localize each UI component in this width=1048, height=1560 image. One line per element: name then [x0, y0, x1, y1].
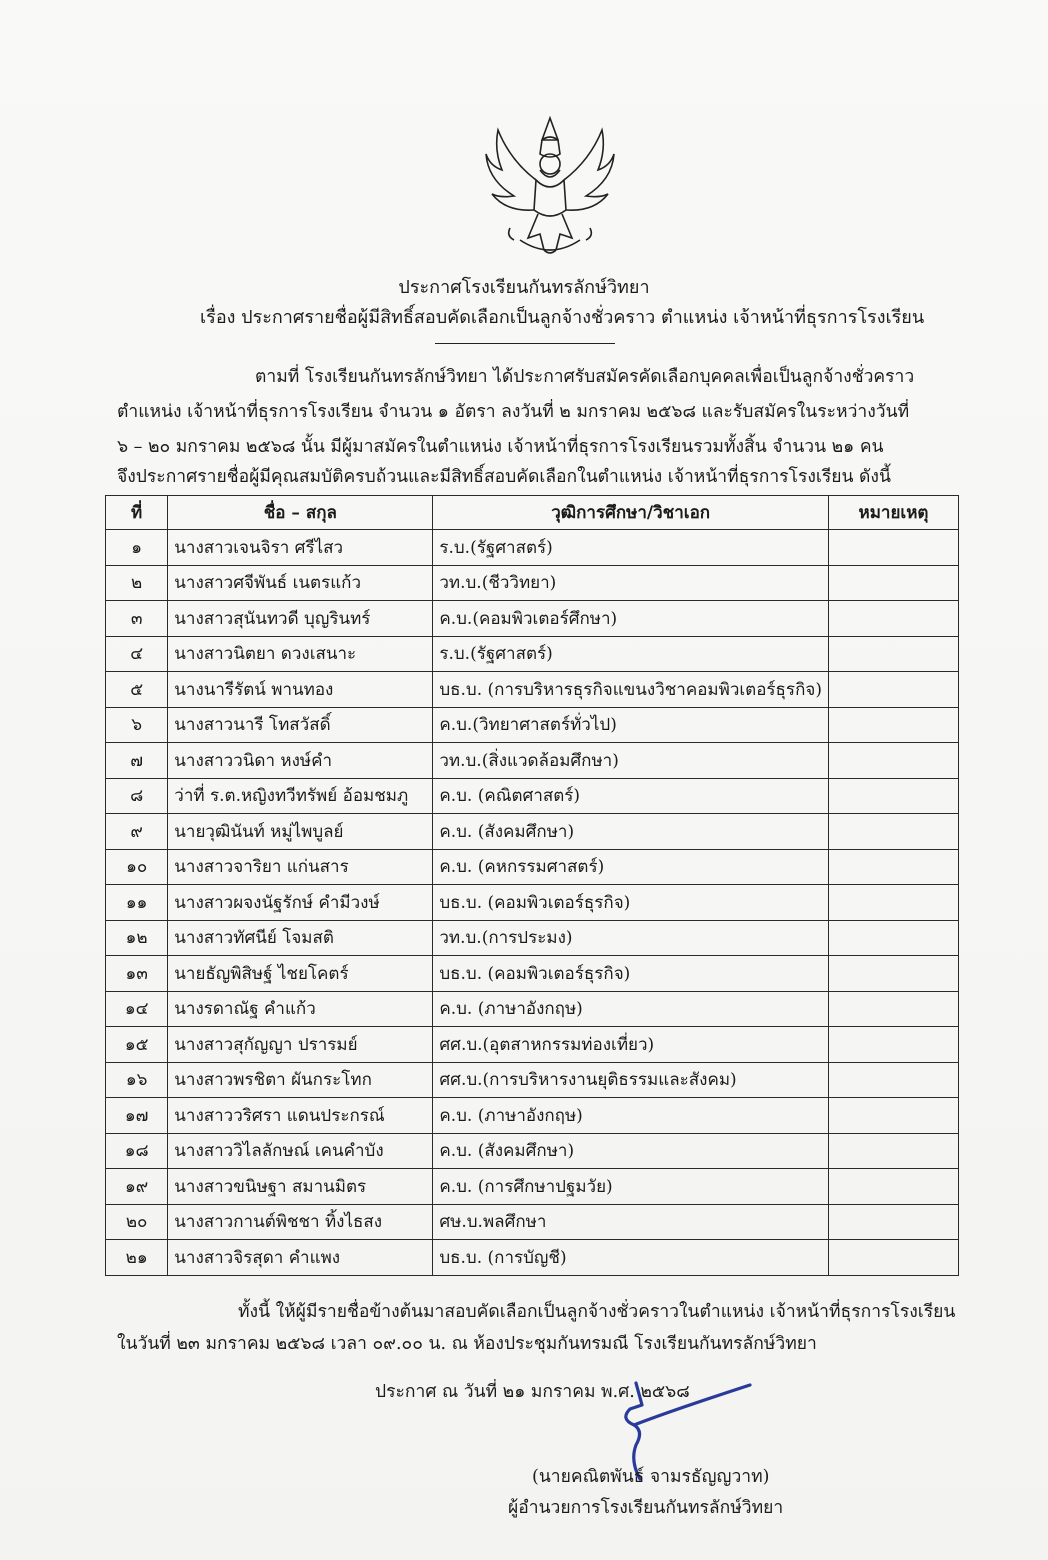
row-name: นางสาวจาริยา แก่นสาร	[168, 849, 433, 885]
body-line-3: ๖ – ๒๐ มกราคม ๒๕๖๘ นั้น มีผู้มาสมัครในตำแหน่ง เจ้าหน้าที่ธุรการโรงเรียนรวมทั้งสิ้น จำนวน ๒๑ คน	[117, 437, 884, 457]
row-degree: ค.บ. (คณิตศาสตร์)	[433, 778, 829, 814]
row-degree: ค.บ. (สังคมศึกษา)	[433, 814, 829, 850]
row-degree: ค.บ. (ภาษาอังกฤษ)	[433, 1098, 829, 1134]
row-degree: บธ.บ. (คอมพิวเตอร์ธุรกิจ)	[433, 885, 829, 921]
row-note	[828, 885, 958, 921]
table-row	[106, 565, 959, 601]
row-name: ว่าที่ ร.ต.หญิงทวีทรัพย์ อ้อมชมภู	[168, 778, 433, 814]
row-number: ๑๘	[106, 1133, 168, 1169]
table-row	[106, 601, 959, 637]
row-note	[828, 1062, 958, 1098]
closing-line-2: ในวันที่ ๒๓ มกราคม ๒๕๖๘ เวลา ๐๙.๐๐ น. ณ ห้องประชุมกันทรมณี โรงเรียนกันทรลักษ์วิทยา	[117, 1334, 817, 1354]
announce-date: ประกาศ ณ วันที่ ๒๑ มกราคม พ.ศ. ๒๕๖๘	[375, 1382, 690, 1402]
row-degree: วท.บ.(สิ่งแวดล้อมศึกษา)	[433, 743, 829, 779]
row-note	[828, 778, 958, 814]
table-row	[106, 707, 959, 743]
row-number: ๗	[106, 743, 168, 779]
table-row	[106, 1098, 959, 1134]
row-note	[828, 601, 958, 637]
row-name: นางสาวนารี โทสวัสดิ์	[168, 707, 433, 743]
row-number: ๒	[106, 565, 168, 601]
table-row	[106, 1027, 959, 1063]
row-note	[828, 920, 958, 956]
row-number: ๑๖	[106, 1062, 168, 1098]
row-number: ๑๐	[106, 849, 168, 885]
table-header-row	[106, 496, 959, 530]
row-number: ๘	[106, 778, 168, 814]
table-row	[106, 885, 959, 921]
row-note	[828, 530, 958, 566]
body-line-2: ตำแหน่ง เจ้าหน้าที่ธุรการโรงเรียน จำนวน ๑ อัตรา ลงวันที่ ๒ มกราคม ๒๕๖๘ และรับสมัครในระหว่างวันที่	[117, 402, 910, 422]
table-row	[106, 920, 959, 956]
table-row	[106, 956, 959, 992]
row-degree: ศศ.บ.(การบริหารงานยุติธรรมและสังคม)	[433, 1062, 829, 1098]
row-name: นางสาวผจงนัฐรักษ์ คำมีวงษ์	[168, 885, 433, 921]
row-degree: ศศ.บ.(อุตสาหกรรมท่องเที่ยว)	[433, 1027, 829, 1063]
row-degree: ค.บ. (ภาษาอังกฤษ)	[433, 991, 829, 1027]
row-number: ๑๒	[106, 920, 168, 956]
row-note	[828, 849, 958, 885]
row-name: นางสาวพรชิตา ผันกระโทก	[168, 1062, 433, 1098]
row-degree: ศษ.บ.พลศึกษา	[433, 1204, 829, 1240]
row-degree: วท.บ.(ชีววิทยา)	[433, 565, 829, 601]
row-name: นางสาวกานต์พิชชา ทิ้งไธสง	[168, 1204, 433, 1240]
row-degree: บธ.บ. (การบริหารธุรกิจแขนงวิชาคอมพิวเตอร์ธุรกิจ)	[433, 672, 829, 708]
table-row	[106, 1240, 959, 1276]
row-note	[828, 636, 958, 672]
row-number: ๑๙	[106, 1169, 168, 1205]
row-note	[828, 956, 958, 992]
header-degree: วุฒิการศึกษา/วิชาเอก	[433, 496, 829, 530]
row-number: ๒๐	[106, 1204, 168, 1240]
row-name: นางสาวทัศนีย์ โจมสติ	[168, 920, 433, 956]
row-degree: บธ.บ. (การบัญชี)	[433, 1240, 829, 1276]
table-row	[106, 1204, 959, 1240]
table-row	[106, 814, 959, 850]
table-row	[106, 849, 959, 885]
closing-line-1: ทั้งนี้ ให้ผู้มีรายชื่อข้างต้นมาสอบคัดเลือกเป็นลูกจ้างชั่วคราวในตำแหน่ง เจ้าหน้าที่ธุรการโรงเรียน	[238, 1302, 956, 1322]
row-degree: ค.บ.(วิทยาศาสตร์ทั่วไป)	[433, 707, 829, 743]
row-degree: ร.บ.(รัฐศาสตร์)	[433, 530, 829, 566]
header-no: ที่	[106, 496, 168, 530]
row-number: ๑๑	[106, 885, 168, 921]
row-degree: ค.บ. (การศึกษาปฐมวัย)	[433, 1169, 829, 1205]
row-number: ๒๑	[106, 1240, 168, 1276]
row-note	[828, 565, 958, 601]
row-note	[828, 1240, 958, 1276]
signer-position: ผู้อำนวยการโรงเรียนกันทรลักษ์วิทยา	[508, 1498, 784, 1518]
row-number: ๓	[106, 601, 168, 637]
signer-name: (นายคณิตพันธ์ จามรธัญญวาท)	[532, 1467, 770, 1487]
row-name: นางสาววริศรา แดนประกรณ์	[168, 1098, 433, 1134]
table-row	[106, 1169, 959, 1205]
row-note	[828, 707, 958, 743]
table-row	[106, 636, 959, 672]
row-name: นางสาวเจนจิรา ศรีไสว	[168, 530, 433, 566]
row-note	[828, 1133, 958, 1169]
row-name: นางสาวขนิษฐา สมานมิตร	[168, 1169, 433, 1205]
row-name: นายวุฒินันท์ หมู่ไพบูลย์	[168, 814, 433, 850]
row-note	[828, 1169, 958, 1205]
row-name: นางสาววนิดา หงษ์คำ	[168, 743, 433, 779]
row-degree: ค.บ.(คอมพิวเตอร์ศึกษา)	[433, 601, 829, 637]
row-degree: บธ.บ. (คอมพิวเตอร์ธุรกิจ)	[433, 956, 829, 992]
row-name: นางสาววิไลลักษณ์ เคนคำบัง	[168, 1133, 433, 1169]
row-name: นางสาวนิตยา ดวงเสนาะ	[168, 636, 433, 672]
garuda-emblem-icon	[480, 110, 620, 260]
body-line-1: ตามที่ โรงเรียนกันทรลักษ์วิทยา ได้ประกาศรับสมัครคัดเลือกบุคคลเพื่อเป็นลูกจ้างชั่วคราว	[255, 367, 915, 387]
row-note	[828, 1204, 958, 1240]
row-name: นางสาวสุกัญญา ปรารมย์	[168, 1027, 433, 1063]
row-number: ๖	[106, 707, 168, 743]
table-row	[106, 1062, 959, 1098]
row-number: ๔	[106, 636, 168, 672]
row-note	[828, 1098, 958, 1134]
row-name: นางรดาณัฐ คำแก้ว	[168, 991, 433, 1027]
row-number: ๑๗	[106, 1098, 168, 1134]
title-divider	[435, 343, 615, 344]
table-row	[106, 1133, 959, 1169]
table-row	[106, 991, 959, 1027]
body-line-4: จึงประกาศรายชื่อผู้มีคุณสมบัติครบถ้วนและมีสิทธิ์สอบคัดเลือกในตำแหน่ง เจ้าหน้าที่ธุรการโรงเรียน ดังนี้	[117, 467, 891, 487]
row-degree: ร.บ.(รัฐศาสตร์)	[433, 636, 829, 672]
row-name: นายธัญพิสิษฐ์ ไชยโคตร์	[168, 956, 433, 992]
row-number: ๙	[106, 814, 168, 850]
row-degree: วท.บ.(การประมง)	[433, 920, 829, 956]
table-row	[106, 778, 959, 814]
table-row	[106, 530, 959, 566]
row-number: ๑๔	[106, 991, 168, 1027]
row-number: ๕	[106, 672, 168, 708]
header-name: ชื่อ – สกุล	[168, 496, 433, 530]
row-name: นางสาวจิรสุดา คำแพง	[168, 1240, 433, 1276]
candidate-table	[105, 495, 959, 1276]
announcement-subject: เรื่อง ประกาศรายชื่อผู้มีสิทธิ์สอบคัดเลือกเป็นลูกจ้างชั่วคราว ตำแหน่ง เจ้าหน้าที่ธุรการโรงเรียน	[200, 307, 925, 328]
row-note	[828, 814, 958, 850]
row-name: นางนารีรัตน์ พานทอง	[168, 672, 433, 708]
table-body	[106, 530, 959, 1276]
row-number: ๑๕	[106, 1027, 168, 1063]
row-name: นางสาวสุนันทวดี บุญรินทร์	[168, 601, 433, 637]
row-degree: ค.บ. (คหกรรมศาสตร์)	[433, 849, 829, 885]
row-note	[828, 991, 958, 1027]
table-row	[106, 672, 959, 708]
row-number: ๑๓	[106, 956, 168, 992]
row-note	[828, 672, 958, 708]
row-degree: ค.บ. (สังคมศึกษา)	[433, 1133, 829, 1169]
row-number: ๑	[106, 530, 168, 566]
announcement-issuer: ประกาศโรงเรียนกันทรลักษ์วิทยา	[398, 277, 650, 298]
row-note	[828, 743, 958, 779]
row-name: นางสาวศจีพันธ์ เนตรแก้ว	[168, 565, 433, 601]
row-note	[828, 1027, 958, 1063]
header-note: หมายเหตุ	[828, 496, 958, 530]
table-row	[106, 743, 959, 779]
